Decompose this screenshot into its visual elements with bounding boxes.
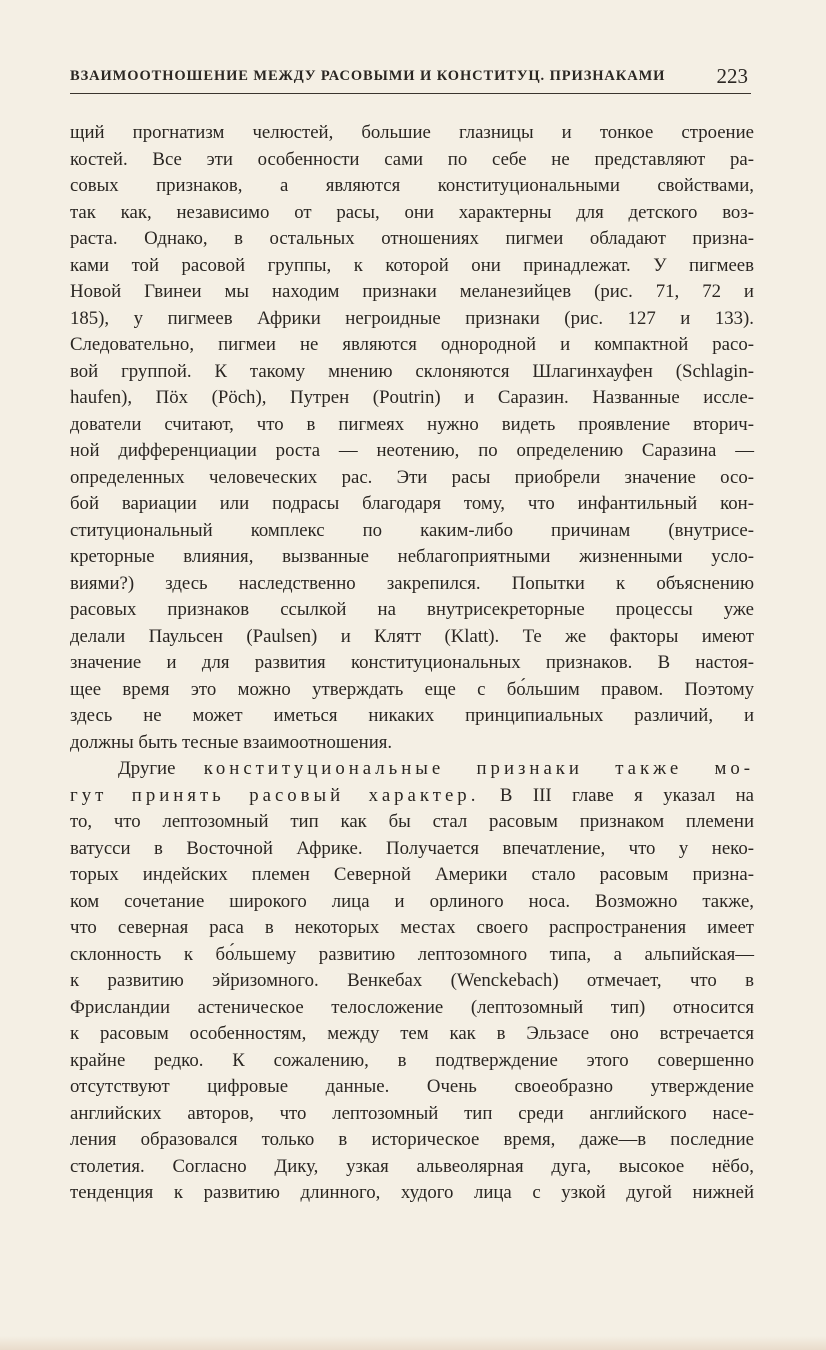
text-line: костей. Все эти особенности сами по себе не представляют ра- bbox=[70, 148, 754, 170]
spaced-emphasis: гут принять расовый характер. bbox=[70, 784, 480, 806]
text-line: что северная раса в некоторых местах своего распространения имеет bbox=[70, 917, 754, 938]
text-line: определенных человеческих рас. Эти расы приобрели значение осо- bbox=[70, 466, 754, 488]
text-line: значение и для развития конституциональных признаков. В настоя- bbox=[70, 652, 754, 673]
text-line: так как, независимо от расы, они характерны для детского воз- bbox=[70, 201, 754, 223]
text-fragment: В III главе я указал на bbox=[479, 784, 755, 806]
text-line: делали Паульсен (Paulsen) и Клятт (Klatt). Те же факторы имеют bbox=[70, 625, 754, 647]
running-header bbox=[70, 66, 754, 92]
text-line: английских авторов, что лептозомный тип среди английского насе- bbox=[70, 1102, 754, 1124]
text-line: ной дифференциации роста — неотению, по определению Саразина — bbox=[70, 440, 754, 461]
text-line: Новой Гвинеи мы находим признаки меланезийцев (рис. 71, 72 и bbox=[70, 281, 754, 302]
text-line bbox=[70, 783, 754, 810]
text-line: Следовательно, пигмеи не являются однородной и компактной расо- bbox=[70, 334, 754, 355]
text-line: совых признаков, а являются конституциональными свойствами, bbox=[70, 175, 754, 196]
text-line: ления образовался только в историческое время, даже—в последние bbox=[70, 1129, 754, 1150]
text-line: ками той расовой группы, к которой они принадлежат. У пигмеев bbox=[70, 254, 754, 276]
text-line: ституциональный комплекс по каким-либо причинам (внутрисе- bbox=[70, 519, 754, 541]
text-line: к расовым особенностям, между тем как в Эльзасе оно встречается bbox=[70, 1023, 754, 1044]
text-line: расовых признаков ссылкой на внутрисекреторные процессы уже bbox=[70, 599, 754, 620]
page-bottom-edge bbox=[0, 1336, 826, 1350]
text-fragment: Другие bbox=[118, 758, 204, 779]
text-line: haufen), Пöх (Pöch), Путрен (Poutrin) и Саразин. Названные иссле- bbox=[70, 387, 754, 408]
text-line bbox=[70, 756, 754, 783]
body-text bbox=[70, 120, 754, 1207]
text-line: бой вариации или подрасы благодаря тому, что инфантильный кон- bbox=[70, 493, 754, 514]
text-line: должны быть тесные взаимоотношения. bbox=[70, 731, 393, 753]
header-rule bbox=[70, 93, 751, 94]
text-line: 185), у пигмеев Африки негроидные признаки (рис. 127 и 133). bbox=[70, 307, 754, 329]
text-line: щее время это можно утверждать еще с бо́льшим правом. Поэтому bbox=[70, 678, 754, 700]
page-number: 223 bbox=[716, 64, 748, 88]
running-header-title: ВЗАИМООТНОШЕНИЕ МЕЖДУ РАСОВЫМИ И КОНСТИТУЦ. ПРИЗНАКАМИ bbox=[70, 68, 666, 84]
text-line: ком сочетание широкого лица и орлиного носа. Возможно также, bbox=[70, 890, 754, 912]
text-line: то, что лептозомный тип как бы стал расовым признаком племени bbox=[70, 811, 754, 832]
text-line: отсутствуют цифровые данные. Очень своеобразно утверждение bbox=[70, 1076, 754, 1097]
text-line: к развитию эйризомного. Венкебах (Wenckebach) отмечает, что в bbox=[70, 970, 754, 991]
text-line: здесь не может иметься никаких принципиальных различий, и bbox=[70, 705, 754, 726]
text-line: раста. Однако, в остальных отношениях пигмеи обладают призна- bbox=[70, 228, 754, 249]
text-line: виями?) здесь наследственно закрепился. Попытки к объяснению bbox=[70, 572, 754, 594]
text-line: Фрисландии астеническое телосложение (лептозомный тип) относится bbox=[70, 996, 754, 1018]
text-line: щий прогнатизм челюстей, большие глазницы и тонкое строение bbox=[70, 122, 754, 143]
spaced-emphasis: конституциональные признаки также мо- bbox=[203, 758, 754, 779]
text-line: ватусси в Восточной Африке. Получается впечатление, что у неко- bbox=[70, 837, 754, 859]
text-line: креторные влияния, вызванные неблагоприятными жизненными усло- bbox=[70, 546, 754, 567]
text-line: вой группой. К такому мнению склоняются Шлагинхауфен (Schlagin- bbox=[70, 360, 754, 382]
text-line: тенденция к развитию длинного, худого лица с узкой дугой нижней bbox=[70, 1182, 754, 1203]
text-line: крайне редко. К сожалению, в подтверждение этого совершенно bbox=[70, 1049, 754, 1071]
text-line: торых индейских племен Северной Америки стало расовым призна- bbox=[70, 864, 754, 885]
text-line: дователи считают, что в пигмеях нужно видеть проявление вторич- bbox=[70, 413, 754, 435]
text-line: склонность к бо́льшему развитию лептозомного типа, а альпийская— bbox=[70, 943, 754, 965]
text-line: столетия. Согласно Дику, узкая альвеолярная дуга, высокое нёбо, bbox=[70, 1155, 754, 1177]
